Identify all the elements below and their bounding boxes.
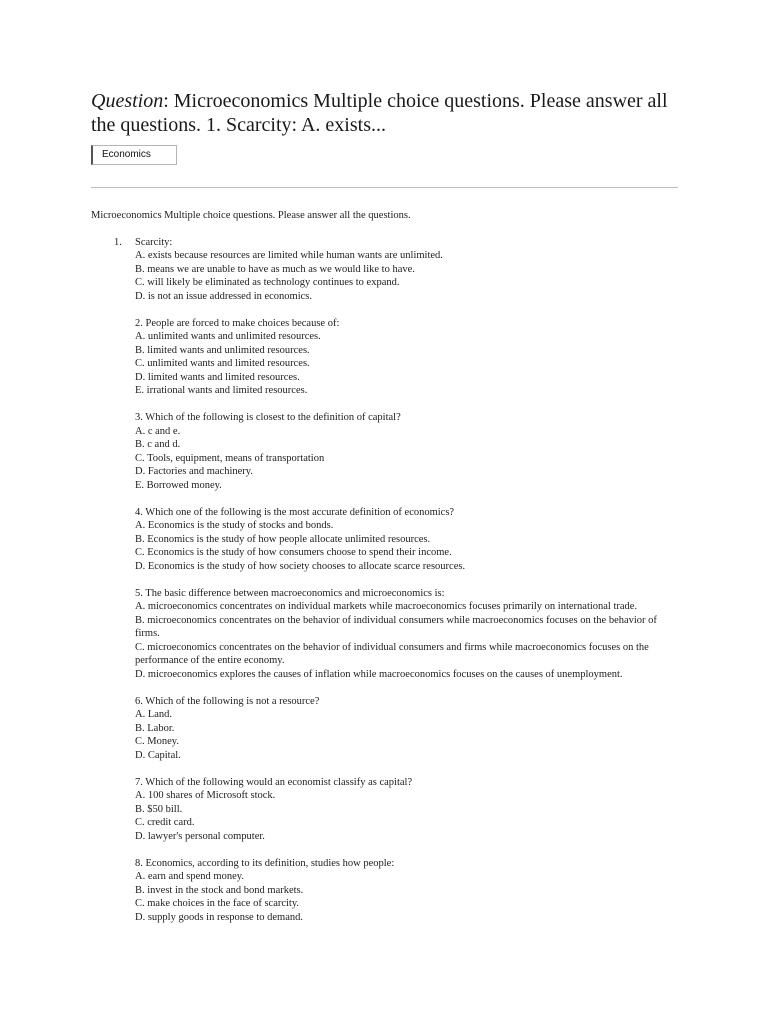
question-5 [135, 587, 681, 682]
question-stem: 7. Which of the following would an economist classify as capital? [135, 776, 413, 788]
question-stem: 8. Economics, according to its definition, studies how people: [135, 857, 395, 869]
option: C. Tools, equipment, means of transportation [135, 452, 325, 464]
question-6 [135, 695, 681, 763]
option: A. exists because resources are limited while human wants are unlimited. [135, 250, 443, 261]
option: D. Capital. [135, 749, 181, 761]
option: B. means we are unable to have as much as we would like to have. [135, 263, 415, 275]
question-3 [135, 411, 681, 492]
option: D. lawyer's personal computer. [135, 830, 265, 842]
option: C. make choices in the face of scarcity. [135, 898, 300, 909]
option: B. invest in the stock and bond markets. [135, 884, 304, 896]
option: D. limited wants and limited resources. [135, 371, 300, 383]
option: B. Economics is the study of how people allocate unlimited resources. [135, 533, 431, 545]
option: C. will likely be eliminated as technology continues to expand. [135, 277, 400, 288]
option: A. c and e. [135, 425, 181, 437]
option: D. microeconomics explores the causes of inflation while macroeconomics focuses on the causes of unemployment. [135, 668, 623, 680]
option: B. c and d. [135, 439, 181, 450]
option: A. earn and spend money. [135, 871, 244, 882]
option: A. Land. [135, 709, 173, 720]
question-1 [114, 236, 681, 304]
question-8 [135, 857, 681, 925]
option: C. unlimited wants and limited resources. [135, 358, 310, 369]
question-number: 1. [114, 236, 122, 248]
question-stem: 4. Which one of the following is the most accurate definition of economics? [135, 506, 455, 518]
question-7 [135, 776, 681, 844]
options-list [135, 249, 681, 303]
question-2 [135, 317, 681, 398]
option: B. limited wants and unlimited resources. [135, 344, 310, 356]
option: B. Labor. [135, 722, 175, 734]
question-stem: 5. The basic difference between macroeconomics and microeconomics is: [135, 587, 445, 599]
question-stem: Scarcity: [135, 236, 173, 248]
question-label: Question [91, 90, 164, 112]
question-body [91, 209, 681, 938]
question-stem: 2. People are forced to make choices because of: [135, 317, 340, 329]
option: D. supply goods in response to demand. [135, 911, 303, 923]
option: D. Factories and machinery. [135, 466, 253, 477]
question-stem: 3. Which of the following is closest to the definition of capital? [135, 412, 401, 423]
option: A. 100 shares of Microsoft stock. [135, 790, 276, 801]
question-stem: 6. Which of the following is not a resource? [135, 695, 320, 707]
option: B. microeconomics concentrates on the behavior of individual consumers while macroeconomics focuses on the behavior of firms. [135, 614, 657, 639]
page-title [91, 89, 691, 137]
option: C. Economics is the study of how consumers choose to spend their income. [135, 547, 452, 558]
option: C. Money. [135, 736, 179, 747]
option: D. Economics is the study of how society chooses to allocate scarce resources. [135, 560, 466, 572]
option: E. Borrowed money. [135, 479, 222, 491]
option: E. irrational wants and limited resources. [135, 385, 308, 396]
option: B. $50 bill. [135, 803, 183, 815]
category-tag-economics[interactable]: Economics [91, 145, 177, 165]
option: A. Economics is the study of stocks and bonds. [135, 520, 334, 531]
option: C. credit card. [135, 817, 195, 828]
option: A. unlimited wants and unlimited resources. [135, 331, 321, 342]
option: C. microeconomics concentrates on the behavior of individual consumers and firms while macroeconomics focuses on the performance of the entire economy. [135, 641, 649, 666]
question-4 [135, 506, 681, 574]
intro-text: Microeconomics Multiple choice questions. Please answer all the questions. [91, 210, 411, 221]
option: D. is not an issue addressed in economics. [135, 290, 313, 302]
title-text: : Microeconomics Multiple choice questions. Please answer all the questions. 1. Scarcity: A. exists... [91, 90, 668, 136]
divider [91, 187, 678, 188]
option: A. microeconomics concentrates on individual markets while macroeconomics focuses primarily on international trade. [135, 601, 638, 612]
